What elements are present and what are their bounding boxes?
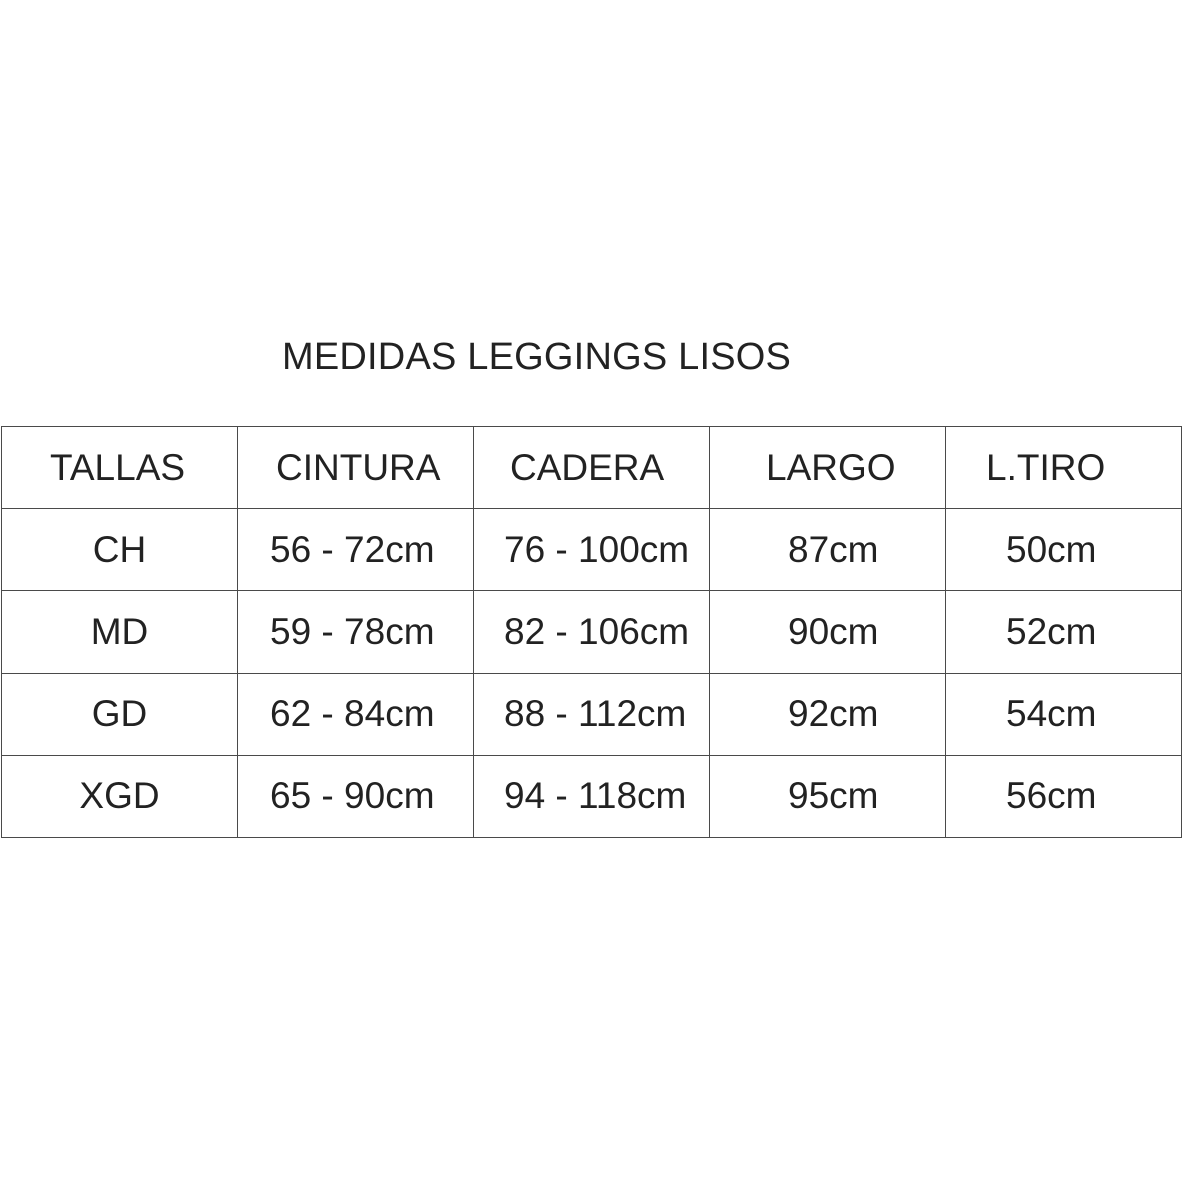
cell-talla: XGD: [2, 755, 238, 837]
header-largo: LARGO: [710, 427, 946, 509]
cell-l-tiro: 52cm: [946, 591, 1182, 673]
cell-talla: GD: [2, 673, 238, 755]
cell-largo: 90cm: [710, 591, 946, 673]
cell-cadera: 88 - 112cm: [474, 673, 710, 755]
table-header-row: [2, 427, 1182, 509]
cell-l-tiro: 54cm: [946, 673, 1182, 755]
cell-cintura: 62 - 84cm: [238, 673, 474, 755]
header-cintura: CINTURA: [238, 427, 474, 509]
cell-cadera: 82 - 106cm: [474, 591, 710, 673]
chart-title: MEDIDAS LEGGINGS LISOS: [282, 336, 792, 378]
cell-talla: CH: [2, 509, 238, 591]
table-row: [2, 509, 1182, 591]
table-row: [2, 673, 1182, 755]
cell-talla: MD: [2, 591, 238, 673]
header-cadera: CADERA: [474, 427, 710, 509]
header-tallas: TALLAS: [2, 427, 238, 509]
header-l-tiro: L.TIRO: [946, 427, 1182, 509]
cell-largo: 87cm: [710, 509, 946, 591]
cell-cadera: 76 - 100cm: [474, 509, 710, 591]
cell-cintura: 59 - 78cm: [238, 591, 474, 673]
cell-l-tiro: 56cm: [946, 755, 1182, 837]
cell-cintura: 56 - 72cm: [238, 509, 474, 591]
table-row: [2, 591, 1182, 673]
cell-cadera: 94 - 118cm: [474, 755, 710, 837]
cell-largo: 92cm: [710, 673, 946, 755]
cell-cintura: 65 - 90cm: [238, 755, 474, 837]
cell-l-tiro: 50cm: [946, 509, 1182, 591]
cell-largo: 95cm: [710, 755, 946, 837]
table-row: [2, 755, 1182, 837]
size-table: [1, 426, 1182, 838]
